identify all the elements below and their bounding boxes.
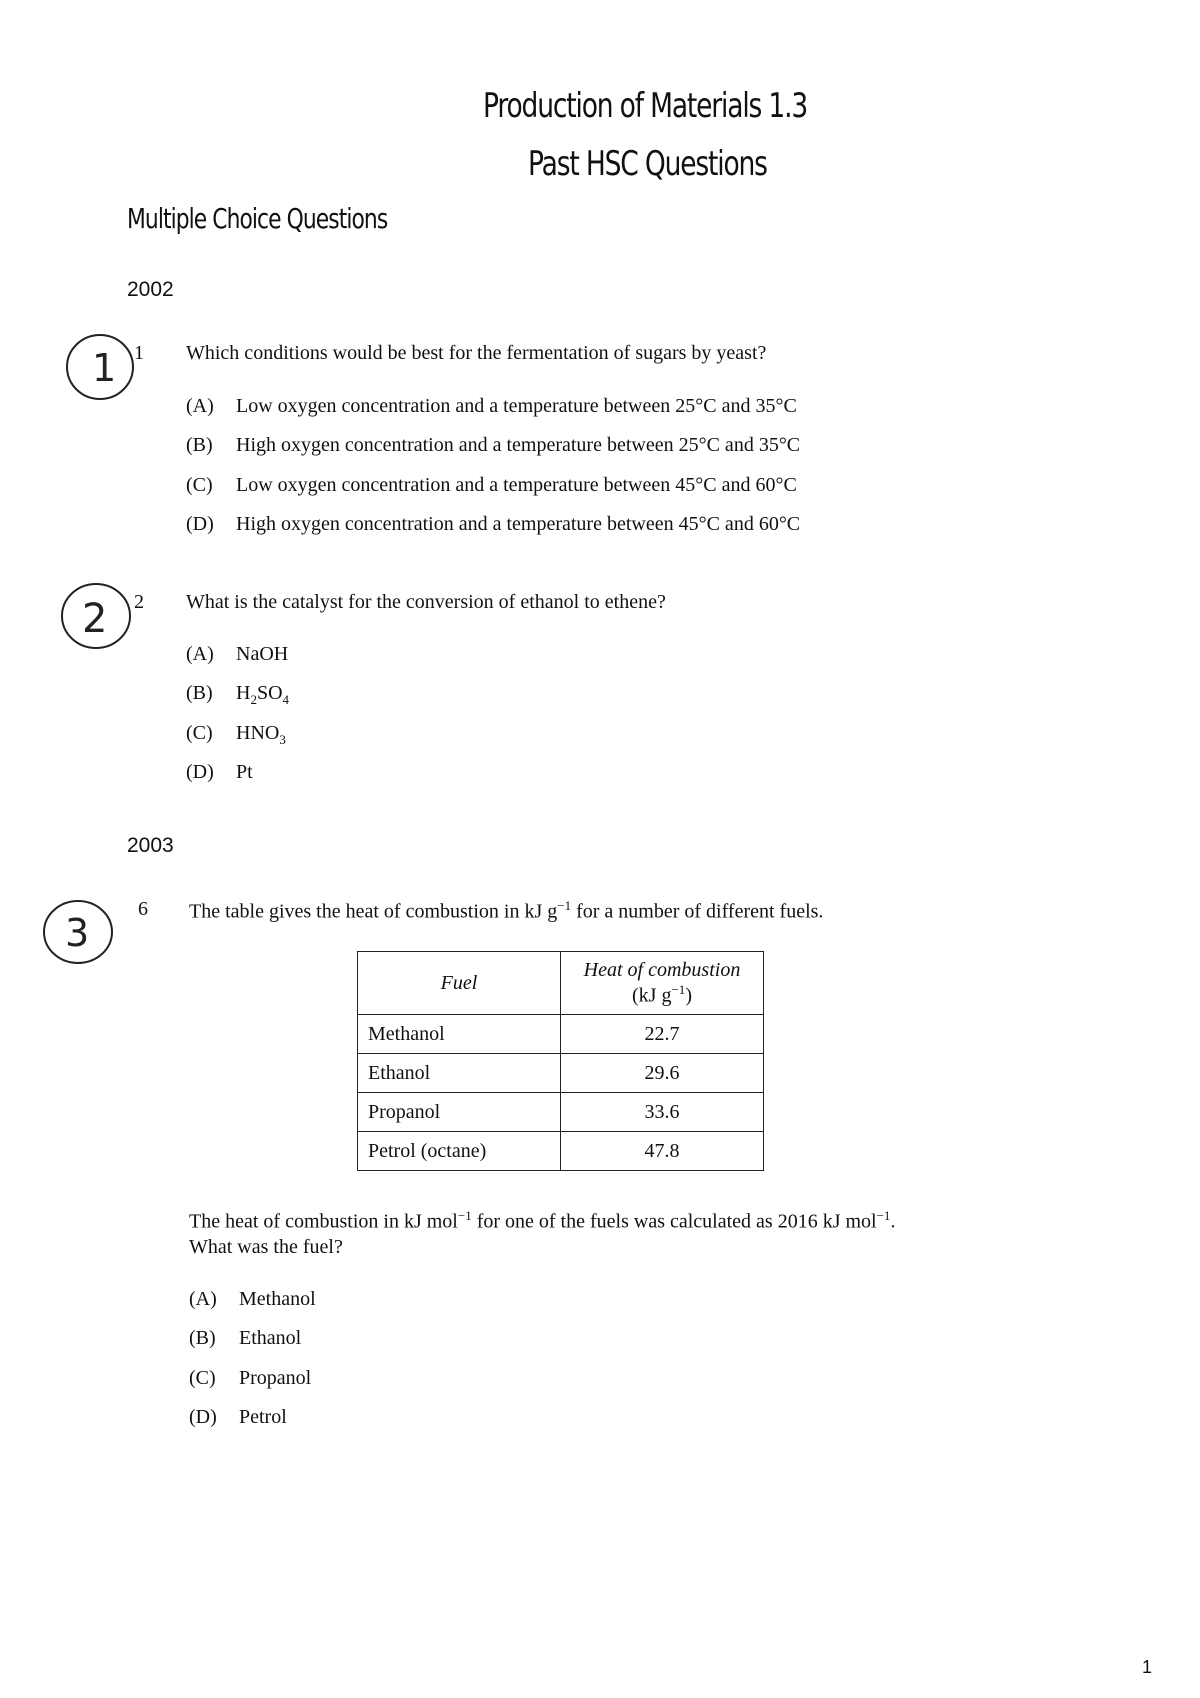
answer-option: (D) High oxygen concentration and a temperature between 45°C and 60°C	[186, 513, 801, 535]
answer-option: (A) Low oxygen concentration and a temperature between 25°C and 35°C	[186, 395, 797, 417]
answer-option: (C) Low oxygen concentration and a temperature between 45°C and 60°C	[186, 474, 797, 496]
annotation-number: 2	[82, 596, 108, 642]
question-text: Which conditions would be best for the fermentation of sugars by yeast?	[186, 342, 767, 364]
answer-option: (C) $HNO_3$	[186, 722, 286, 747]
question-text: The heat of combustion in kJ mol$^{-1}$ for one of the fuels was calculated as 2016 kJ mol$^{-1}$.	[189, 1208, 896, 1233]
table-header-cell: Heat of combustion (kJ $g^{-1}$)	[561, 952, 764, 1015]
question-number: 1	[134, 342, 144, 364]
page-title-line2: Past HSC Questions	[528, 144, 767, 184]
table-row	[358, 1054, 764, 1093]
table-cell: 33.6	[561, 1093, 764, 1132]
question-text: The table gives the heat of combustion in kJ $g^{-1}$ for a number of different fuels.	[189, 898, 824, 923]
question-text: What is the catalyst for the conversion of ethanol to ethene?	[186, 591, 666, 613]
table-cell: 47.8	[561, 1132, 764, 1171]
table-cell: Propanol	[358, 1093, 561, 1132]
table-cell: 29.6	[561, 1054, 764, 1093]
table-cell: Petrol (octane)	[358, 1132, 561, 1171]
question-text: What was the fuel?	[189, 1236, 343, 1258]
answer-option: (A) Methanol	[189, 1288, 316, 1310]
handwritten-circle-annotation	[34, 888, 124, 973]
table-row	[358, 1132, 764, 1171]
page-number: 1	[1142, 1657, 1153, 1677]
annotation-number: 3	[65, 911, 90, 955]
answer-option: (D) Pt	[186, 761, 253, 783]
table-cell: 22.7	[561, 1015, 764, 1054]
answer-option: (B) $H_2SO_4$	[186, 682, 290, 707]
section-heading: Multiple Choice Questions	[127, 202, 388, 235]
handwritten-circle-annotation	[48, 572, 138, 657]
table-cell: Methanol	[358, 1015, 561, 1054]
table-row	[358, 1015, 764, 1054]
table-header-cell: Fuel	[358, 952, 561, 1015]
page-title-line1: Production of Materials 1.3	[483, 86, 808, 126]
handwritten-circle-annotation	[58, 325, 148, 405]
year-label: 2003	[127, 834, 174, 857]
year-label: 2002	[127, 278, 174, 301]
answer-option: (B) High oxygen concentration and a temperature between 25°C and 35°C	[186, 434, 801, 456]
fuel-table	[357, 951, 764, 1171]
table-row	[358, 1093, 764, 1132]
answer-option: (D) Petrol	[189, 1406, 287, 1428]
annotation-number: 1	[92, 346, 117, 390]
question-number: 6	[138, 898, 148, 920]
answer-option: (A) NaOH	[186, 643, 289, 665]
table-cell: Ethanol	[358, 1054, 561, 1093]
answer-option: (C) Propanol	[189, 1367, 312, 1389]
question-number: 2	[134, 591, 144, 613]
table-header-row	[358, 952, 764, 1015]
answer-option: (B) Ethanol	[189, 1327, 302, 1349]
